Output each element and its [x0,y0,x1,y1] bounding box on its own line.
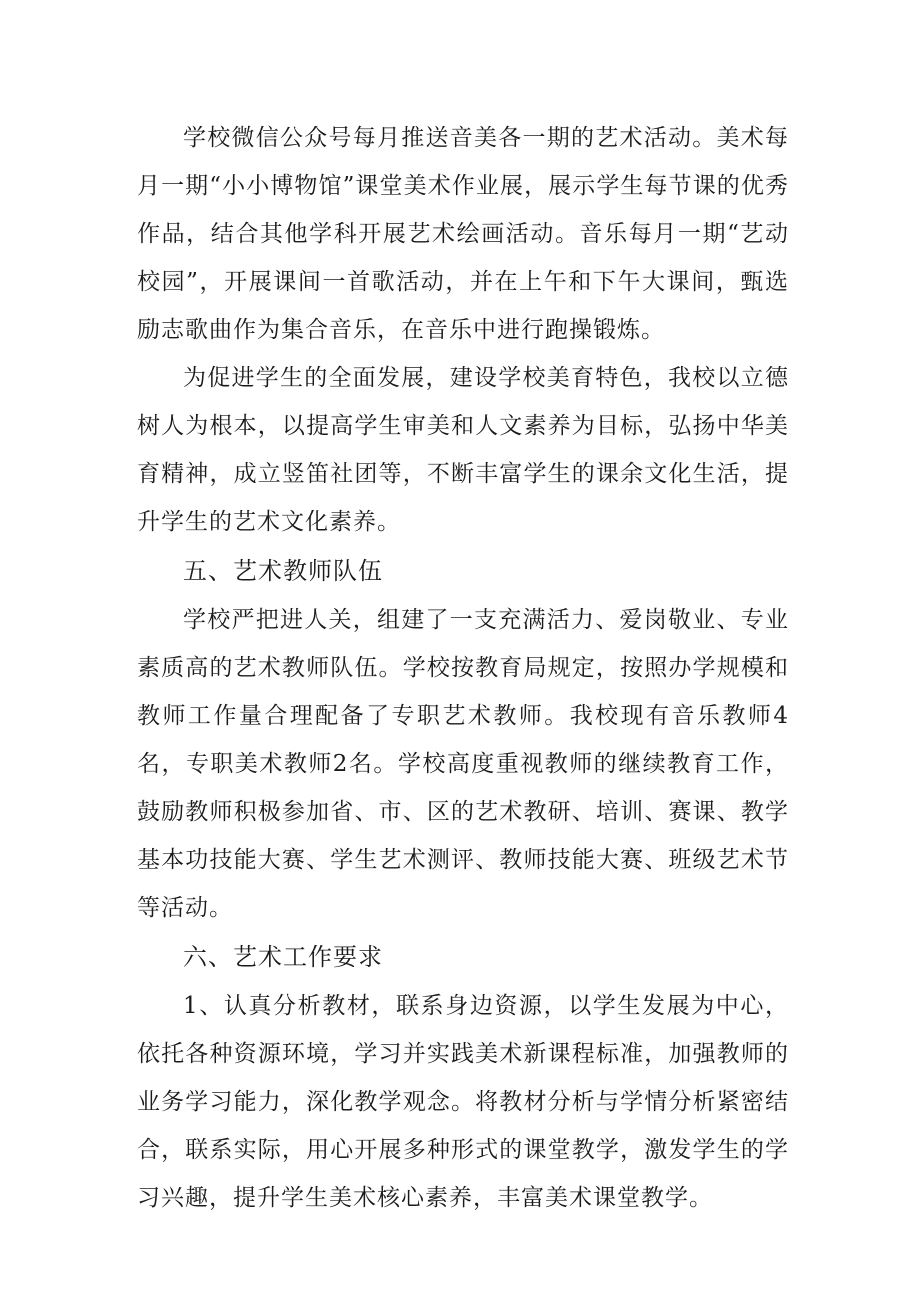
section-heading-work-requirements: 六、艺术工作要求 [183,943,383,971]
document-body [137,114,789,1222]
paragraph-aesthetic-education: 为促进学生的全面发展，建设学校美育特色，我校以立德树人为根本，以提高学生审美和人文素养为目标，弘扬中华美育精神，成立竖笛社团等，不断丰富学生的课余文化生活，提升学生的艺术文化素养。 [137,365,789,535]
paragraph-wechat-activities: 学校微信公众号每月推送音美各一期的艺术活动。美术每月一期“小小博物馆”课堂美术作业展，展示学生每节课的优秀作品，结合其他学科开展艺术绘画活动。音乐每月一期“艺动校园”，开展课间一首歌活动，并在上午和下午大课间，甄选励志歌曲作为集合音乐，在音乐中进行跑操锻炼。 [137,125,789,343]
paragraph-requirement-1: 1、认真分析教材，联系身边资源，以学生发展为中心，依托各种资源环境，学习并实践美术新课程标准，加强教师的业务学习能力，深化教学观念。将教材分析与学情分析紧密结合，联系实际，用心开展多种形式的课堂教学，激发学生的学习兴趣，提升学生美术核心素养，丰富美术课堂教学。 [137,993,789,1211]
section-heading-art-teachers: 五、艺术教师队伍 [183,557,383,585]
paragraph-teacher-team: 学校严把进人关，组建了一支充满活力、爱岗敬业、专业素质高的艺术教师队伍。学校按教育局规定，按照办学规模和教师工作量合理配备了专职艺术教师。我校现有音乐教师4名，专职美术教师2名。学校高度重视教师的继续教育工作，鼓励教师积极参加省、市、区的艺术教研、培训、赛课、教学基本功技能大赛、学生艺术测评、教师技能大赛、班级艺术节等活动。 [137,607,789,921]
